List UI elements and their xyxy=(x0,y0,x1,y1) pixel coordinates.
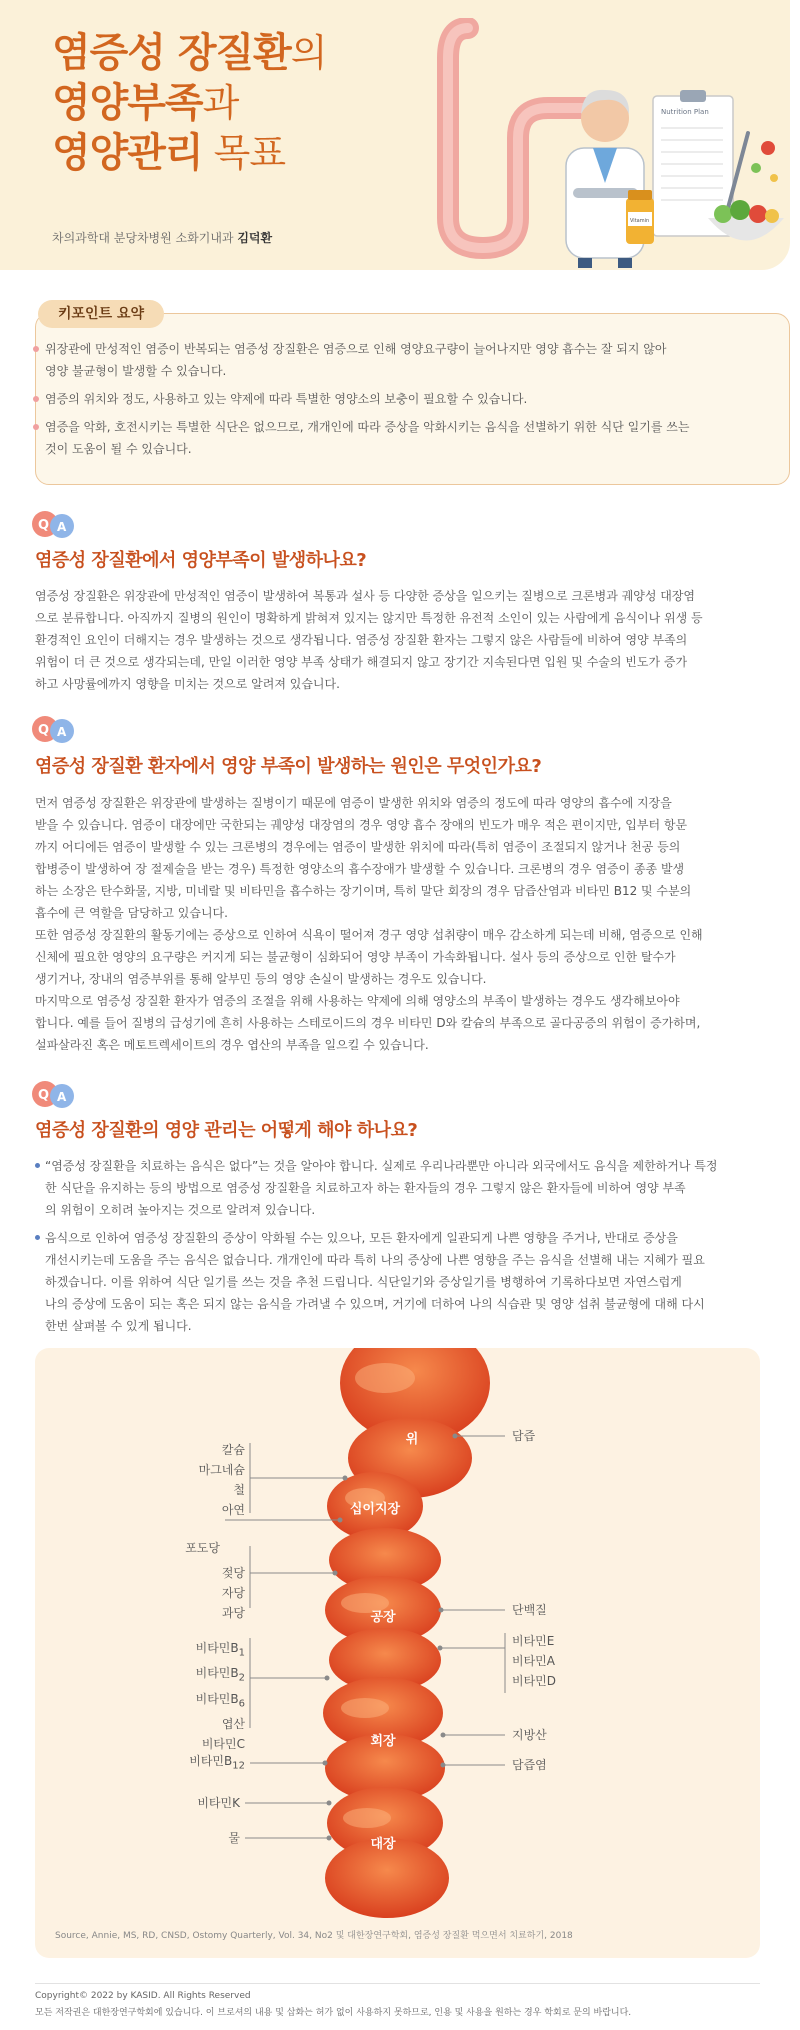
key-point-1-line1: 위장관에 만성적인 염증이 반복되는 염증성 장질환은 염증으로 인해 영양요구량이 늘어나지만 영양 흡수는 잘 되지 않아 xyxy=(45,342,667,356)
nutrient-label: 철 xyxy=(233,1483,245,1497)
nutrient-label: 칼슘 xyxy=(221,1443,245,1457)
question-heading-1: 염증성 장질환에서 영양부족이 발생하나요? xyxy=(35,550,367,571)
title-line2-bold: 영양부족 xyxy=(52,80,203,126)
answer-bullets-3 xyxy=(45,1155,760,1337)
page-title xyxy=(52,28,326,178)
list-item xyxy=(42,338,777,382)
nutrient-label: 자당 xyxy=(221,1586,245,1600)
nutrient-label: 담즙염 xyxy=(512,1758,547,1772)
nutrient-label: 젖당 xyxy=(221,1566,245,1580)
header-banner xyxy=(0,0,790,270)
copyright-notice: 모든 저작권은 대한장연구학회에 있습니다. 이 브로셔의 내용 및 삽화는 허가 없이 사용하지 못하므로, 인용 및 사용을 원하는 경우 학회로 문의 바랍니다. xyxy=(35,2008,632,2018)
nutrient-group-fat-vitamins xyxy=(512,1631,556,1691)
key-points-list xyxy=(42,338,777,466)
key-point-3-line1: 염증을 악화, 호전시키는 특별한 식단은 없으므로, 개개인에 따라 증상을 악화시키는 음식을 선별하기 위한 식단 일기를 쓰는 xyxy=(45,420,690,434)
bottle-label: Vitamin xyxy=(630,218,650,224)
title-line3-light: 목표 xyxy=(202,131,286,175)
nutrient-label: 포도당 xyxy=(185,1541,220,1555)
organ-label-stomach: 위 xyxy=(405,1432,419,1447)
vitamin-b6-label: 비타민B xyxy=(195,1691,239,1706)
vitamin-b12-subscript: 12 xyxy=(232,1760,245,1772)
nutrient-label: 물 xyxy=(228,1831,240,1845)
diagram-source: Source, Annie, MS, RD, CNSD, Ostomy Quarterly, Vol. 34, No2 및 대한장연구학회, 염증성 장질환 먹으면서 치료하기, 2018 xyxy=(55,1931,573,1941)
author-name: 김덕환 xyxy=(237,231,273,245)
key-point-3-line2: 것이 도움이 될 수 있습니다. xyxy=(45,442,192,456)
copyright-text: Copyright© 2022 by KASID. All Rights Reserved xyxy=(35,1991,251,2001)
answer-text-2: 먼저 염증성 장질환은 위장관에 발생하는 질병이기 때문에 염증이 발생한 위치와 염증의 정도에 따라 영양의 흡수에 지장을 받을 수 있습니다. 염증이 대장에만 국한되는 궤양성 대장염의 경우 영양 흡수 장애의 빈도가 매우 적은 편이지만, 입부터 항문 까지 어디에든 염증이 발생할 수 있는 크론병의 경우에는 염증이 발생한 위치에 따라(특히 염증이 조절되지 않거나 천공 등의 합병증이 발생하여 장 절제술을 받는 경우) 특정한 영양소의 흡수장애가 발생할 수 있습니다. 크론병의 경우 염증이 종종 발생 하는 소장은 탄수화물, 지방, 미네랄 및 비타민을 흡수하는 장기이며, 특히 말단 회장의 경우 담즙산염과 비타민 B12 및 수분의 흡수에 큰 역할을 담당하고 있습니다. 또한 염증성 장질환의 활동기에는 증상으로 인하여 식욕이 떨어져 경구 영양 섭취량이 매우 감소하게 되는데 비해, 염증으로 인해 신체에 필요한 영양의 요구량은 커지게 되는 불균형이 심화되어 영양 부족이 가속화됩니다. 설사 등의 증상으로 인한 탈수가 생기거나, 장내의 염증부위를 통해 알부민 등의 영양 손실이 발생하는 경우도 있습니다. 마지막으로 염증성 장질환 환자가 염증의 조절을 위해 사용하는 약제에 의해 영양소의 부족이 발생하는 경우도 생각해보아야 합니다. 예를 들어 질병의 급성기에 흔히 사용하는 스테로이드의 경우 비타민 D와 칼슘의 부족으로 골다공증의 위험이 증가하며, 설파살라진 혹은 메토트렉세이트의 경우 엽산의 부족을 일으킬 수 있습니다. xyxy=(35,796,703,1052)
vitamin-b1-label: 비타민B xyxy=(195,1641,239,1655)
nutrient-label: 비타민E xyxy=(512,1634,555,1648)
nutrient-label: 과당 xyxy=(221,1606,245,1620)
nutrient-group-minerals xyxy=(155,1440,245,1520)
footer-divider xyxy=(35,1983,760,1984)
nutrient-label: 비타민K xyxy=(197,1796,240,1810)
title-line1-light: 의 xyxy=(290,31,327,75)
title-line3-bold: 영양관리 xyxy=(52,130,203,176)
list-item: “염증성 장질환을 치료하는 음식은 없다”는 것을 알아야 합니다. 실제로 우리나라뿐만 아니라 외국에서도 음식을 제한하거나 특정 한 식단을 유지하는 등의 방법으로 염증성 장질환을 치료하고자 하는 환자들의 경우 그렇지 않은 환자들에 비하여 영양 부족 의 위험이 오히려 높아지는 것으로 알려져 있습니다. xyxy=(45,1155,760,1221)
nutrient-label: 비타민A xyxy=(512,1654,555,1668)
vitamin-b1-subscript: 1 xyxy=(238,1647,245,1659)
clipboard-title: Nutrition Plan xyxy=(661,108,709,116)
organ-label-colon: 대장 xyxy=(370,1837,396,1852)
nutrient-group-vitamins xyxy=(145,1638,245,1754)
qa-icon xyxy=(30,1080,78,1110)
question-heading-3: 염증성 장질환의 영양 관리는 어떻게 해야 하나요? xyxy=(35,1120,418,1141)
nutrient-label: 비타민C xyxy=(201,1737,245,1752)
svg-text:A: A xyxy=(57,1090,67,1104)
svg-text:Q: Q xyxy=(38,723,50,738)
svg-text:A: A xyxy=(57,520,67,534)
qa-icon xyxy=(30,510,78,540)
author-line xyxy=(52,229,272,246)
key-points-tag: 키포인트 요약 xyxy=(38,300,164,328)
question-heading-2: 염증성 장질환 환자에서 영양 부족이 발생하는 원인은 무엇인가요? xyxy=(35,756,542,777)
author-affiliation: 차의과학대 분당차병원 소화기내과 xyxy=(52,231,238,245)
key-point-1-line2: 영양 불균형이 발생할 수 있습니다. xyxy=(45,364,227,378)
qa-icon xyxy=(30,715,78,745)
nutrient-label: 마그네슘 xyxy=(198,1463,245,1477)
nutrient-label xyxy=(145,1638,245,1663)
vitamin-b12-label: 비타민B xyxy=(189,1754,233,1768)
nutrient-label: 담즙 xyxy=(512,1429,536,1443)
key-point-2-line1: 염증의 위치와 정도, 사용하고 있는 약제에 따라 특별한 영양소의 보충이 필요할 수 있습니다. xyxy=(45,392,528,406)
nutrient-absorption-diagram xyxy=(35,1348,760,1958)
nutrient-label: 아연 xyxy=(221,1503,245,1517)
svg-text:A: A xyxy=(57,725,67,739)
nutrient-label: 엽산 xyxy=(221,1717,245,1732)
list-item: 음식으로 인하여 염증성 장질환의 증상이 악화될 수는 있으나, 모든 환자에게 일관되게 나쁜 영향을 주거나, 반대로 증상을 개선시키는데 도움을 주는 음식은 없습니다. 개개인에 따라 특히 나의 증상에 나쁜 영향을 주는 음식을 선별해 내는 지혜가 필요 하겠습니다. 이를 위하여 식단 일기를 쓰는 것을 추천 드립니다. 식단일기와 증상일기를 병행하여 기록하다보면 자연스럽게 나의 증상에 도움이 되는 혹은 되지 않는 음식을 가려낼 수 있으며, 거기에 더하여 나의 식습관 및 영양 섭취 불균형에 대해 다시 한번 살펴볼 수 있게 됩니다. xyxy=(45,1227,760,1337)
answer-body-3 xyxy=(45,1155,760,1343)
answer-body-2 xyxy=(35,792,760,1056)
nutrient-label: 비타민D xyxy=(512,1674,557,1688)
title-line2-light: 과 xyxy=(202,81,239,125)
svg-text:Q: Q xyxy=(38,1088,50,1103)
answer-text-1: 염증성 장질환은 위장관에 만성적인 염증이 발생하여 복통과 설사 등 다양한 증상을 일으키는 질병으로 크론병과 궤양성 대장염 으로 분류합니다. 아직까지 질병의 원인이 명확하게 밝혀져 있지는 않지만 특정한 유전적 소인이 있는 사람에게 음식이나 위생 등 환경적인 요인이 더해지는 경우 발생하는 것으로 생각됩니다. 염증성 장질환 환자는 그렇지 않은 사람들에 비하여 영양 부족의 위험이 더 큰 것으로 생각되는데, 만일 이러한 영양 부족 상태가 해결되지 않고 장기간 지속된다면 입원 및 수술의 빈도가 증가 하고 사망률에까지 영향을 미치는 것으로 알려져 있습니다. xyxy=(35,589,703,691)
nutrient-label xyxy=(145,1751,245,1776)
nutrient-label: 단백질 xyxy=(512,1603,547,1617)
nutrient-group-sugars xyxy=(155,1563,245,1623)
organ-label-ileum: 회장 xyxy=(370,1734,396,1749)
vitamin-b2-label: 비타민B xyxy=(195,1666,239,1681)
list-item xyxy=(42,416,777,460)
svg-text:Q: Q xyxy=(38,518,50,533)
nutrient-label xyxy=(145,1663,245,1688)
doctor-nutrition-illustration xyxy=(408,18,788,268)
vitamin-b6-subscript: 6 xyxy=(238,1698,245,1710)
list-item xyxy=(42,388,777,410)
vitamin-bottle-icon xyxy=(626,190,654,244)
nutrient-label: 지방산 xyxy=(512,1728,547,1742)
answer-body-1 xyxy=(35,585,760,695)
nutrient-label xyxy=(145,1689,245,1714)
organ-label-duodenum: 십이지장 xyxy=(349,1502,401,1517)
title-line1-bold: 염증성 장질환 xyxy=(52,30,291,76)
organ-label-jejunum: 공장 xyxy=(370,1610,396,1625)
vitamin-b2-subscript: 2 xyxy=(238,1672,245,1684)
